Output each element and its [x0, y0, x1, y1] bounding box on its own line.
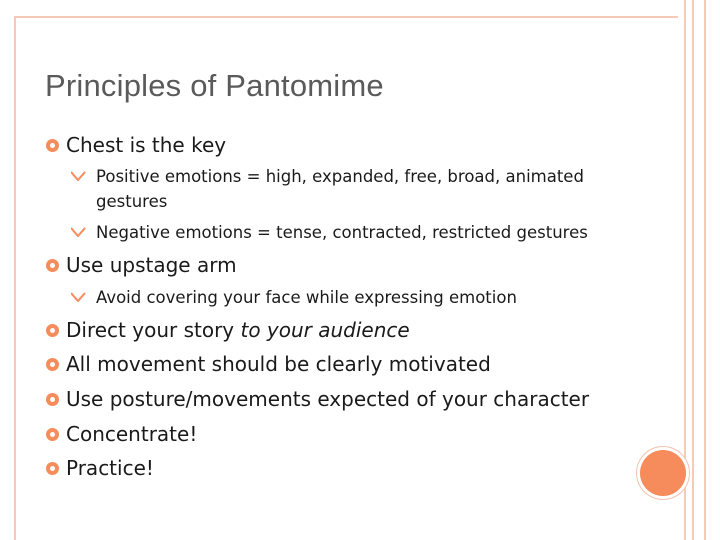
- bullet-movement-motivated: All movement should be clearly motivated: [66, 352, 491, 376]
- bullet-practice: Practice!: [66, 456, 154, 480]
- bullet-marker-icon: [46, 358, 59, 371]
- bullet-marker-icon: [46, 259, 59, 272]
- bullet-direct-story: [66, 318, 410, 342]
- bullet-upstage-arm: Use upstage arm: [66, 253, 237, 277]
- sub-bullet-avoid-covering-face: Avoid covering your face while expressing emotion: [96, 288, 517, 307]
- bullet-marker-icon: [46, 462, 59, 475]
- bullet-chest-key: Chest is the key: [66, 133, 227, 157]
- sub-bullet-marker-icon: [71, 171, 87, 181]
- sub-bullet-negative-emotions: Negative emotions = tense, contracted, restricted gestures: [96, 223, 588, 242]
- bullet-posture-movements: Use posture/movements expected of your character: [66, 387, 590, 411]
- slide-title: Principles of Pantomime: [45, 68, 384, 103]
- sub-bullet-positive-emotions: Positive emotions = high, expanded, free, broad, animated: [96, 167, 584, 186]
- sub-bullet-marker-icon: [71, 227, 87, 237]
- bullet-direct-story-emphasis: to your audience: [240, 318, 410, 342]
- bullet-marker-icon: [46, 139, 59, 152]
- bullet-marker-icon: [46, 393, 59, 406]
- bullet-direct-story-text: Direct your story: [66, 318, 235, 342]
- sub-bullet-positive-emotions-wrap: gestures: [96, 192, 168, 211]
- bullet-concentrate: Concentrate!: [66, 422, 198, 446]
- bullet-marker-icon: [46, 324, 59, 337]
- sub-bullet-marker-icon: [71, 292, 87, 302]
- bullet-marker-icon: [46, 428, 59, 441]
